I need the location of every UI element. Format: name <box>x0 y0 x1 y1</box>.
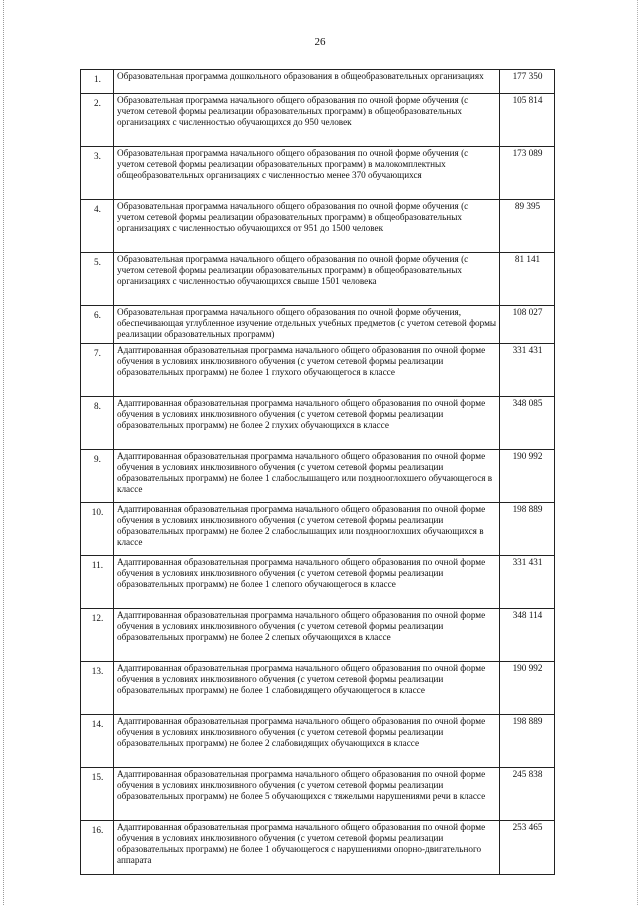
table-row <box>81 397 555 450</box>
table-row <box>81 768 555 821</box>
scan-edge-right <box>635 0 638 905</box>
program-description: Адаптированная образовательная программа начального общего образования по очной форме обучения в условиях инклюзивного обучения (с учетом сетевой формы реализации образовательных программ) не более 2 глухих обучающихся в классе <box>114 397 500 450</box>
normative-cost-value: 89 395 <box>500 200 555 253</box>
program-description: Образовательная программа начального общего образования по очной форме обучения, обеспечивающая углубленное изучение отдельных учебных предметов (с учетом сетевой формы реализации образовательных программ) <box>114 306 500 344</box>
table-row <box>81 556 555 609</box>
program-description: Образовательная программа дошкольного образования в общеобразовательных организациях <box>114 70 500 94</box>
row-number: 3. <box>81 147 114 200</box>
table-row <box>81 450 555 503</box>
table-row <box>81 821 555 875</box>
normative-cost-value: 331 431 <box>500 344 555 397</box>
row-number: 7. <box>81 344 114 397</box>
table-row <box>81 253 555 306</box>
normative-cost-value: 190 992 <box>500 450 555 503</box>
row-number: 12. <box>81 609 114 662</box>
scan-edge-left <box>3 0 6 905</box>
program-description: Адаптированная образовательная программа начального общего образования по очной форме обучения в условиях инклюзивного обучения (с учетом сетевой формы реализации образовательных программ) не более 2 слабовидящих обучающихся в классе <box>114 715 500 768</box>
table-row <box>81 70 555 94</box>
table-row <box>81 715 555 768</box>
row-number: 16. <box>81 821 114 875</box>
page-number: 26 <box>314 36 326 48</box>
row-number: 4. <box>81 200 114 253</box>
program-description: Адаптированная образовательная программа начального общего образования по очной форме обучения в условиях инклюзивного обучения (с учетом сетевой формы реализации образовательных программ) не более 2 слепых обучающихся в классе <box>114 609 500 662</box>
normative-cost-value: 81 141 <box>500 253 555 306</box>
program-description: Адаптированная образовательная программа начального общего образования по очной форме обучения в условиях инклюзивного обучения (с учетом сетевой формы реализации образовательных программ) не более 5 обучающихся с тяжелыми нарушениями речи в классе <box>114 768 500 821</box>
normative-cost-value: 331 431 <box>500 556 555 609</box>
row-number: 2. <box>81 94 114 147</box>
row-number: 6. <box>81 306 114 344</box>
program-description: Адаптированная образовательная программа начального общего образования по очной форме обучения в условиях инклюзивного обучения (с учетом сетевой формы реализации образовательных программ) не более 1 обучающегося с нарушениями опорно-двигательного аппарата <box>114 821 500 875</box>
table-row <box>81 344 555 397</box>
row-number: 11. <box>81 556 114 609</box>
row-number: 5. <box>81 253 114 306</box>
row-number: 10. <box>81 503 114 556</box>
program-description: Образовательная программа начального общего образования по очной форме обучения (с учетом сетевой формы реализации образовательных программ) в общеобразовательных организациях с численностью обучающихся до 950 человек <box>114 94 500 147</box>
table-row <box>81 200 555 253</box>
program-description: Адаптированная образовательная программа начального общего образования по очной форме обучения в условиях инклюзивного обучения (с учетом сетевой формы реализации образовательных программ) не более 1 слепого обучающегося в классе <box>114 556 500 609</box>
tariff-table-container <box>80 69 554 875</box>
row-number: 13. <box>81 662 114 715</box>
normative-cost-value: 348 114 <box>500 609 555 662</box>
table-row <box>81 503 555 556</box>
normative-cost-value: 253 465 <box>500 821 555 875</box>
normative-cost-value: 173 089 <box>500 147 555 200</box>
program-description: Образовательная программа начального общего образования по очной форме обучения (с учетом сетевой формы реализации образовательных программ) в малокомплектных общеобразовательных организациях с численностью менее 370 обучающихся <box>114 147 500 200</box>
table-row <box>81 662 555 715</box>
normative-cost-value: 108 027 <box>500 306 555 344</box>
table-body <box>81 70 555 875</box>
row-number: 15. <box>81 768 114 821</box>
program-description: Адаптированная образовательная программа начального общего образования по очной форме обучения в условиях инклюзивного обучения (с учетом сетевой формы реализации образовательных программ) не более 1 слабовидящего обучающегося в классе <box>114 662 500 715</box>
program-description: Адаптированная образовательная программа начального общего образования по очной форме обучения в условиях инклюзивного обучения (с учетом сетевой формы реализации образовательных программ) не более 1 слабослышащего или позднооглохшего обучающегося в классе <box>114 450 500 503</box>
program-description: Образовательная программа начального общего образования по очной форме обучения (с учетом сетевой формы реализации образовательных программ) в общеобразовательных организациях с численностью обучающихся от 951 до 1500 человек <box>114 200 500 253</box>
normative-cost-value: 190 992 <box>500 662 555 715</box>
row-number: 9. <box>81 450 114 503</box>
row-number: 14. <box>81 715 114 768</box>
row-number: 8. <box>81 397 114 450</box>
program-description: Адаптированная образовательная программа начального общего образования по очной форме обучения в условиях инклюзивного обучения (с учетом сетевой формы реализации образовательных программ) не более 2 слабослышащих или позднооглохших обучающихся в классе <box>114 503 500 556</box>
table-row <box>81 94 555 147</box>
table-row <box>81 147 555 200</box>
table-row <box>81 609 555 662</box>
normative-cost-value: 105 814 <box>500 94 555 147</box>
normative-cost-value: 177 350 <box>500 70 555 94</box>
program-description: Адаптированная образовательная программа начального общего образования по очной форме обучения в условиях инклюзивного обучения (с учетом сетевой формы реализации образовательных программ) не более 1 глухого обучающегося в классе <box>114 344 500 397</box>
normative-cost-value: 198 889 <box>500 715 555 768</box>
normative-cost-value: 198 889 <box>500 503 555 556</box>
tariff-table <box>80 69 555 875</box>
program-description: Образовательная программа начального общего образования по очной форме обучения (с учетом сетевой формы реализации образовательных программ) в общеобразовательных организациях с численностью обучающихся свыше 1501 человека <box>114 253 500 306</box>
row-number: 1. <box>81 70 114 94</box>
table-row <box>81 306 555 344</box>
normative-cost-value: 245 838 <box>500 768 555 821</box>
normative-cost-value: 348 085 <box>500 397 555 450</box>
